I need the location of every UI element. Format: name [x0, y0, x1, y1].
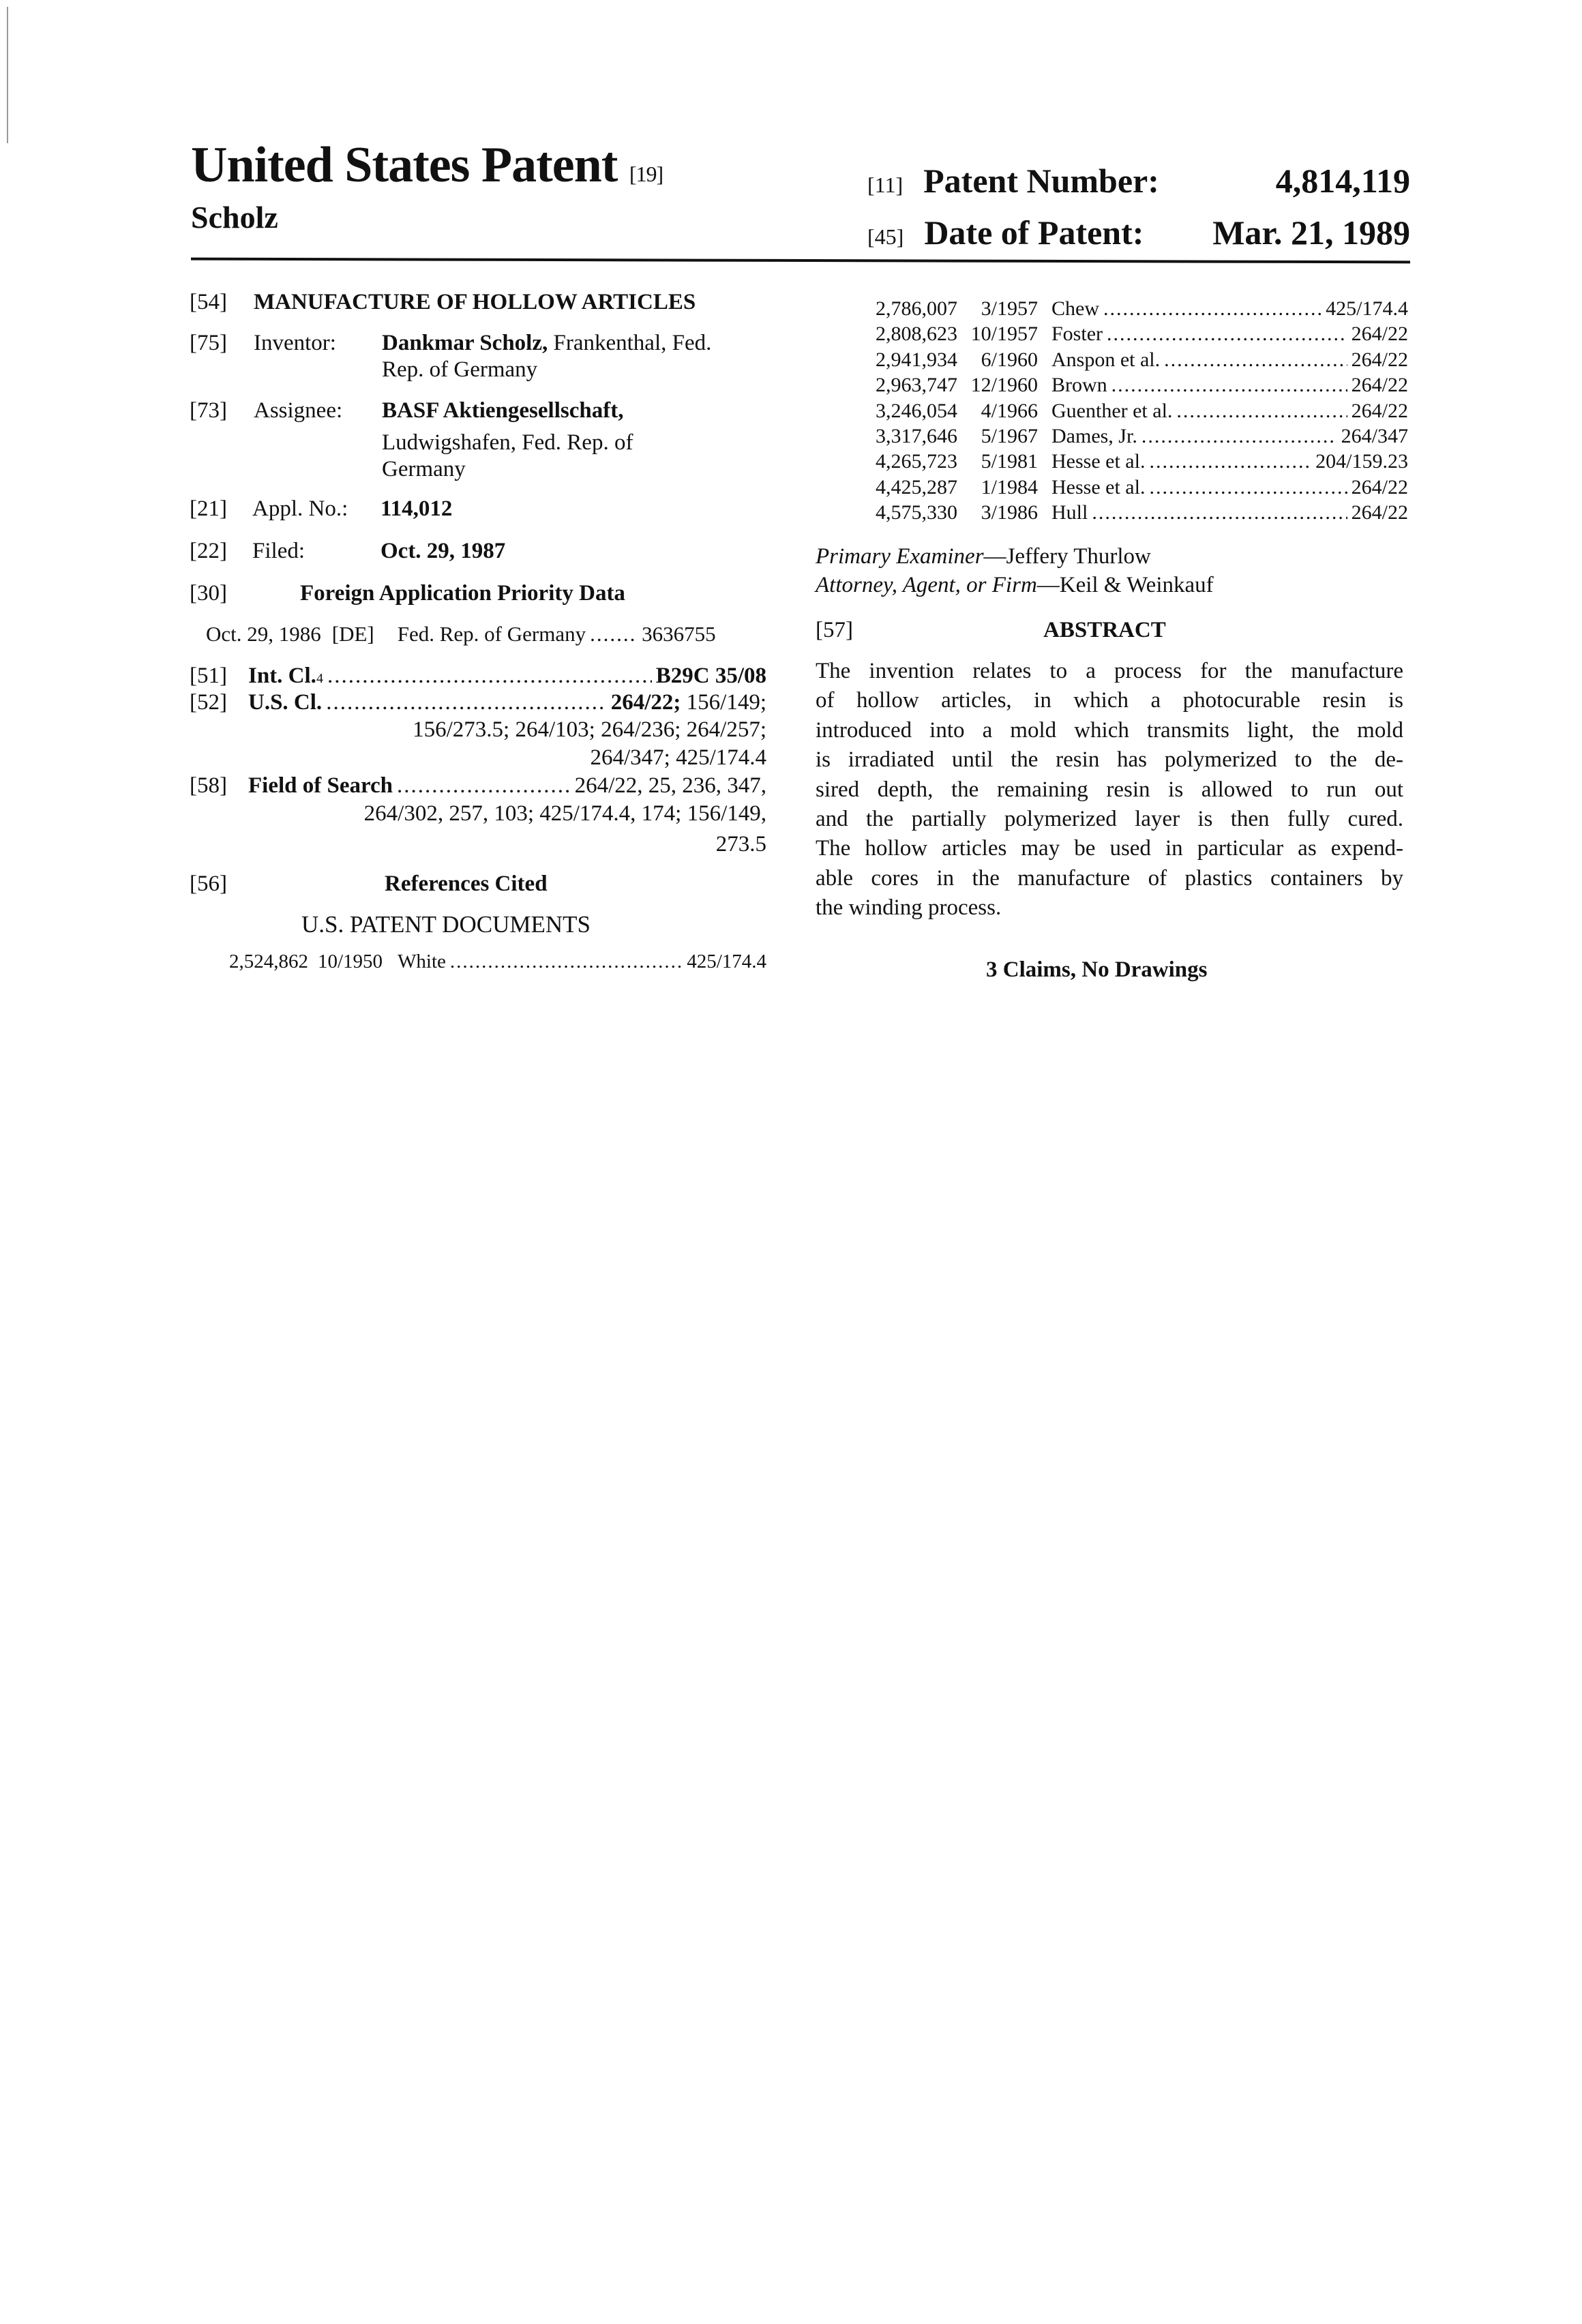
ref-date: 12/1960	[957, 374, 1038, 397]
reference-row	[866, 501, 1408, 524]
primary-examiner: Primary Examiner—Jeffery Thurlow	[816, 544, 1151, 569]
us-cl-cont-2: 264/347; 425/174.4	[590, 745, 766, 771]
ref-class: 204/159.23	[1315, 450, 1408, 473]
us-cl-cont-1: 156/273.5; 264/103; 264/236; 264/257;	[413, 717, 766, 743]
ref-number: 3,246,054	[866, 400, 957, 423]
abstract-line: is irradiated until the resin has polymerized to the de-	[816, 747, 1403, 773]
ref-class: 264/22	[1352, 400, 1408, 423]
search-cont-2: 273.5	[716, 832, 766, 857]
ref-class: 264/22	[1352, 348, 1408, 372]
ref-number: 2,963,747	[866, 374, 957, 397]
abstract-line: sired depth, the remaining resin is allowed to run out	[816, 777, 1403, 803]
attorney: Attorney, Agent, or Firm—Keil & Weinkauf	[816, 573, 1214, 598]
assignee-field: [73] Assignee: BASF Aktiengesellschaft,	[190, 398, 227, 423]
abstract-line: The hollow articles may be used in particular as expend-	[816, 836, 1403, 861]
ref-class: 264/22	[1352, 476, 1408, 499]
abstract-heading: [57] ABSTRACT	[816, 618, 853, 643]
ref-number: 4,575,330	[866, 501, 957, 524]
ref-date: 4/1966	[957, 400, 1038, 423]
references-heading: [56] References Cited	[190, 872, 227, 897]
leader-dots	[1149, 476, 1347, 499]
leader-dots	[1092, 501, 1347, 524]
ref-date: 10/1957	[957, 323, 1038, 346]
ref-class: 264/22	[1352, 374, 1408, 397]
ref-name: Foster	[1051, 323, 1103, 346]
ref-date: 5/1981	[957, 450, 1038, 473]
ref-name: Chew	[1051, 297, 1099, 321]
title-field: [54] MANUFACTURE OF HOLLOW ARTICLES	[190, 290, 227, 315]
assignee-location-2: Germany	[382, 457, 466, 482]
abstract-line: of hollow articles, in which a photocurable resin is	[816, 688, 1403, 713]
ref-name: Hesse et al.	[1051, 450, 1145, 473]
claims-summary: 3 Claims, No Drawings	[986, 957, 1208, 983]
ref-class: 264/347	[1341, 425, 1408, 448]
abstract-line: introduced into a mold which transmits light, the mold	[816, 718, 1403, 743]
abstract-line: the winding process.	[816, 895, 1403, 921]
patent-date: Mar. 21, 1989	[1212, 213, 1410, 252]
inventor-surname: Scholz	[191, 199, 278, 235]
assignee-location-1: Ludwigshafen, Fed. Rep. of	[382, 430, 633, 456]
abstract-line: The invention relates to a process for the manufacture	[816, 659, 1403, 684]
reference-row	[866, 297, 1408, 321]
patent-number: 4,814,119	[1276, 161, 1410, 200]
inventor-field: [75] Inventor: Dankmar Scholz, Frankenthal, Fed.	[190, 331, 227, 356]
reference-row: 2,524,862 10/1950 White ..... 425/174.4	[229, 951, 766, 973]
ref-name: Brown	[1051, 374, 1107, 397]
ref-number: 4,425,287	[866, 476, 957, 499]
leader-dots	[1141, 425, 1337, 448]
ref-number: 4,265,723	[866, 450, 957, 473]
reference-row	[866, 476, 1408, 499]
reference-row	[866, 348, 1408, 372]
field-of-search-row: [58] Field of Search ..... 264/22, 25, 236, 347,	[190, 773, 766, 799]
reference-row	[866, 323, 1408, 346]
ref-date: 3/1957	[957, 297, 1038, 321]
reference-row	[866, 450, 1408, 473]
leader-dots	[1111, 374, 1347, 397]
ref-name: Dames, Jr.	[1051, 425, 1137, 448]
date-block: [45] Date of Patent:	[867, 213, 1144, 252]
ref-date: 1/1984	[957, 476, 1038, 499]
reference-row	[866, 425, 1408, 448]
ref-date: 5/1967	[957, 425, 1038, 448]
ref-name: Hull	[1051, 501, 1088, 524]
ref-class: 264/22	[1352, 323, 1408, 346]
ref-class: 425/174.4	[1326, 297, 1408, 321]
int-cl-row: [51] Int. Cl. 4 ..... B29C 35/08	[190, 664, 766, 689]
reference-row	[866, 374, 1408, 397]
ref-date: 6/1960	[957, 348, 1038, 372]
ref-name: Hesse et al.	[1051, 476, 1145, 499]
scan-edge	[7, 7, 8, 143]
ref-name: Anspon et al.	[1051, 348, 1160, 372]
us-docs-heading: U.S. PATENT DOCUMENTS	[301, 911, 591, 938]
ref-date: 3/1986	[957, 501, 1038, 524]
ref-class: 264/22	[1352, 501, 1408, 524]
ref-number: 3,317,646	[866, 425, 957, 448]
header-rule	[191, 258, 1410, 264]
abstract-line: able cores in the manufacture of plastics containers by	[816, 866, 1403, 891]
ref-number: 2,786,007	[866, 297, 957, 321]
document-title: United States Patent [19]	[191, 136, 663, 194]
foreign-priority-heading: [30] Foreign Application Priority Data	[190, 581, 227, 606]
search-cont-1: 264/302, 257, 103; 425/174.4, 174; 156/149,	[364, 801, 766, 826]
ref-number: 2,941,934	[866, 348, 957, 372]
foreign-priority-row: Oct. 29, 1986 [DE] Fed. Rep. of Germany ..... 3636755	[206, 622, 728, 646]
leader-dots	[1176, 400, 1347, 423]
appl-field: [21] Appl. No.: 114,012	[190, 496, 227, 522]
leader-dots	[1107, 323, 1347, 346]
inventor-location: Rep. of Germany	[382, 357, 537, 383]
patent-number-block: [11] Patent Number:	[867, 161, 1159, 200]
ref-name: Guenther et al.	[1051, 400, 1172, 423]
filed-field: [22] Filed: Oct. 29, 1987	[190, 539, 227, 564]
reference-row	[866, 400, 1408, 423]
abstract-line: and the partially polymerized layer is then fully cured.	[816, 807, 1403, 832]
leader-dots	[1149, 450, 1311, 473]
leader-dots	[1103, 297, 1322, 321]
us-cl-row: [52] U.S. Cl. ..... 264/22; 156/149;	[190, 690, 766, 715]
leader-dots	[1164, 348, 1347, 372]
ref-number: 2,808,623	[866, 323, 957, 346]
